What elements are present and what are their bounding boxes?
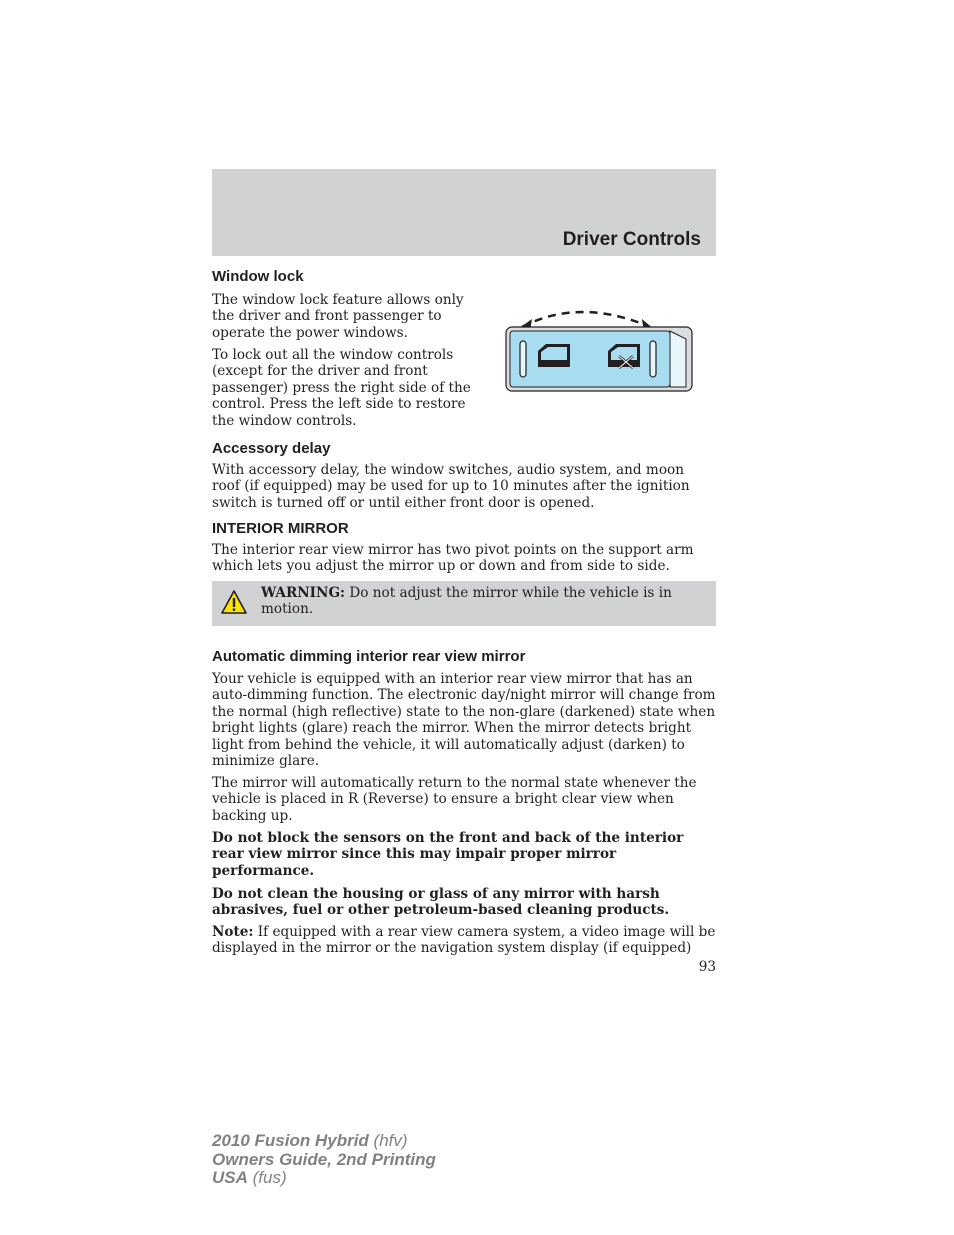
heading-accessory-delay: Accessory delay <box>212 440 331 457</box>
warning-body: Do not adjust the mirror while the vehicle is in motion. <box>261 585 672 618</box>
warning-box <box>212 581 716 626</box>
section-header-bar <box>212 169 716 256</box>
note-label: Note: <box>212 924 254 940</box>
auto-dimming-paragraph-2: The mirror will automatically return to the normal state whenever the vehicle is placed in R (Reverse) to ensure a bright clear view when backing up. <box>212 775 697 824</box>
sensor-caution-paragraph: Do not block the sensors on the front and back of the interior rear view mirror since this may impair proper mirror performance. <box>212 830 684 879</box>
heading-auto-dimming: Automatic dimming interior rear view mirror <box>212 648 526 665</box>
footer-line-3 <box>212 1169 436 1188</box>
auto-dimming-paragraph-1: Your vehicle is equipped with an interior rear view mirror that has an auto-dimming function. The electronic day/night mirror will change from the normal (high reflective) state to the non-glare (darkened) state when bright lights (glare) reach the mirror. When the mirror detects bright light from behind the vehicle, it will automatically adjust (darken) to minimize glare. <box>212 671 716 770</box>
heading-window-lock: Window lock <box>212 268 304 285</box>
footer <box>212 1132 436 1188</box>
warning-text <box>261 585 706 618</box>
heading-interior-mirror: INTERIOR MIRROR <box>212 520 349 537</box>
footer-line-2: Owners Guide, 2nd Printing <box>212 1149 436 1169</box>
footer-model: 2010 Fusion Hybrid <box>212 1131 369 1150</box>
note-body: If equipped with a rear view camera system, a video image will be displayed in the mirror or the navigation system display (if equipped) <box>212 924 716 957</box>
warning-triangle-icon <box>220 589 248 615</box>
cleaning-caution-paragraph: Do not clean the housing or glass of any mirror with harsh abrasives, fuel or other petroleum-based cleaning products. <box>212 886 670 919</box>
footer-line-1 <box>212 1132 436 1151</box>
window-lock-paragraph-2: To lock out all the window controls (except for the driver and front passenger) press the right side of the control. Press the left side to restore the window controls. <box>212 347 471 429</box>
footer-model-code: (hfv) <box>368 1131 408 1150</box>
interior-mirror-paragraph: The interior rear view mirror has two pivot points on the support arm which lets you adjust the mirror up or down and from side to side. <box>212 542 694 575</box>
section-title: Driver Controls <box>562 229 701 250</box>
page-number: 93 <box>698 959 716 975</box>
warning-label: WARNING: <box>261 585 346 601</box>
window-lock-paragraph-1: The window lock feature allows only the driver and front passenger to operate the power windows. <box>212 292 464 341</box>
note-paragraph <box>212 924 716 957</box>
footer-market: USA <box>212 1168 248 1187</box>
window-lock-switch-icon <box>500 305 696 395</box>
accessory-delay-paragraph: With accessory delay, the window switches, audio system, and moon roof (if equipped) may be used for up to 10 minutes after the ignition switch is turned off or until either front door is opened. <box>212 462 690 511</box>
footer-market-code: (fus) <box>247 1168 287 1187</box>
